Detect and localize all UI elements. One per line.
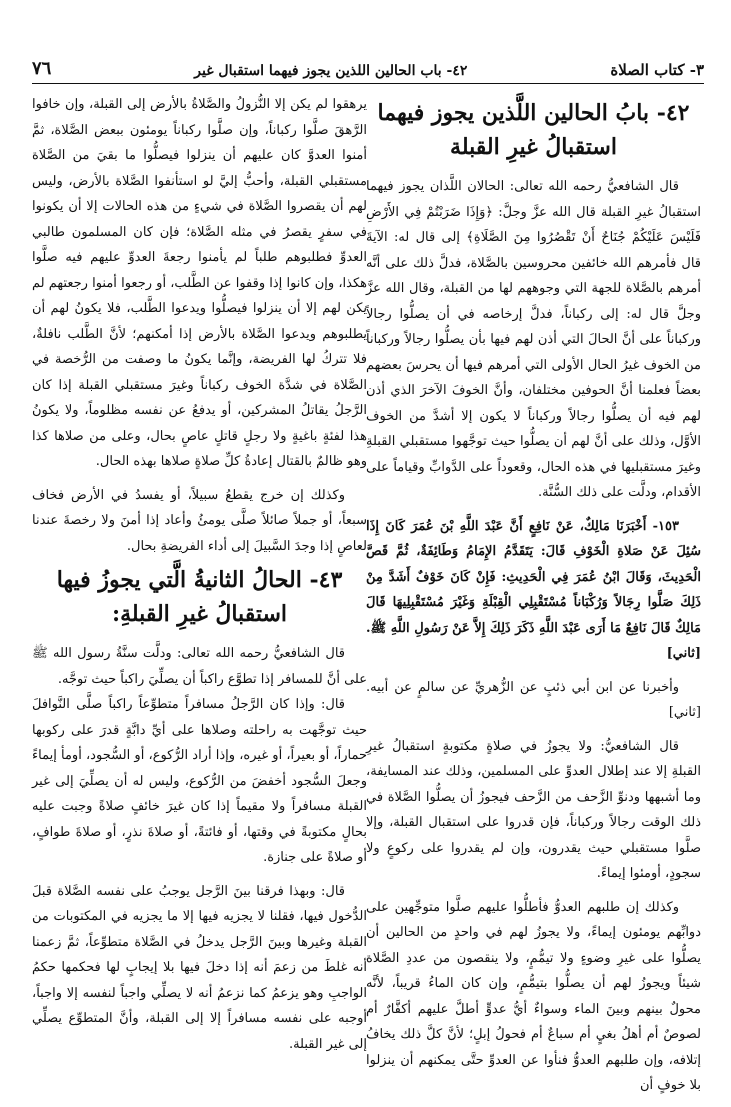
paragraph: قال الشافعيُّ: ولا يجوزُ في صلاةٍ مكتوبةٍ استقبالُ غيرِ القبلةِ إلا عند إطلال العدوِّ على المسلمين، وذلك عند المسايفة، وما أشبهها ودنوِّ الزَّحف من الزَّحف فيجوزُ أن يصلُّوا الصَّلاة في ذلك الوقت رجالاً وركباناً، فإن قدروا على استقبال القبلة، وإلا صلَّوا مستقبلي حيث يقدرون، وإن لم يقدروا على ركوعٍ ولا سجودٍ، أومئوا إيماءً. bbox=[366, 738, 701, 881]
paragraph: يرهقوا لم يكن إلا النُّزولُ والصَّلاةُ بالأرض إلى القبلة، وإن خافوا الرَّهقَ صلَّوا ركباناً، وإن صلَّوا ركباناً يومئون ببعض الصَّلاة، ثمَّ أمنوا العدوَّ كان عليهم أن ينزلوا فيصلُّوا ما بقيَ من الصَّلاة مستقبلي القبلة، وأحبُّ إليَّ لو استأنفوا الصَّلاة بالأرض، وليس لهم أن يقصروا الصَّلاة في شيءٍ من هذه الحالات إلا أن يكونوا في سفرٍ يقصرُ في مثله الصَّلاة؛ فإن كان المسلمون طالبي العدوِّ فطلبوهم طلباً لم يأمنوا رجعةَ العدوِّ عليهم فيه صلَّوا هكذا، وإن كانوا إذا وقفوا عن الطَّلب، أو رجعوا أمنوا رجعتهم لم يكن لهم إلا أن ينزلوا فيصلُّوا ويدعوا الطَّلب، فلا يكونُ لهم أن يطلبوهم ويدعوا الصَّلاة بالأرض إذا أمكنهم؛ لأنَّ الطَّلب نافلةٌ، فلا تتركُ لها الفريضة، وإنَّما يكونُ ما وصفت من الرُّخصة في الصَّلاة في شدَّة الخوف ركباناً وغيرَ مستقبلي القبلة إذا كان الرَّجلُ يقاتلُ المشركين، أو يدفعُ عن نفسه مظلوماً، ولا يكونُ هذا لفئةٍ باغيةٍ ولا رجلٍ قاتلٍ عاصٍ بحال، وعلى من صلاها كذا وهو ظالمٌ بالقتال إعادةُ كلِّ صلاةٍ صلاها بهذه الحال. bbox=[32, 97, 367, 469]
paragraph: وكذلك إن خرج يقطعُ سبيلاً، أو يفسدُ في الأرض فخاف سبعاً، أو جملاً صائلاً صلَّى يومئُ وأعاد إذا أمنَ ولا رخصةَ عندنا لعاصٍ إذا وجدَ السَّبيلَ إلى أداء الفريضةِ بحال. bbox=[32, 487, 367, 554]
paragraph: وأخبرنا عن ابن أبي ذئبٍ عن الزُّهريِّ عن سالمٍ عن أبيه. [ثاني] bbox=[366, 679, 701, 720]
running-title: ٤٢- باب الحالين اللذين يجوز فيهما استقبال غير bbox=[194, 63, 468, 79]
paragraph: قال: وبهذا فرقنا بينَ الرَّجل يوجبُ على نفسه الصَّلاة قبلَ الدُّخول فيها، فقلنا لا يجزيه فيها إلا ما يجزيه في المكتوبات من القبلة وغيرها وبينَ الرَّجل يدخلُ في الصَّلاة متطوِّعاً، ثمَّ زعمنا أنه غلطَ من زعمَ أنه إذا دخلَ فيها بلا إيجابٍ لها فحكمها حكمُ الواجبِ وهو يزعمُ كما نزعمُ أنه لا يصلِّي واجباً لنفسه إلا واجباً، أوجبه على نفسه مسافراً إلا إلى القبلة، وأنَّ المتطوِّع يصلِّي إلى غير القبلة. bbox=[32, 883, 367, 1052]
paragraph: قال الشافعيُّ رحمه الله تعالى: الحالان اللَّذان يجوز فيهما استقبالُ غيرِ القبلة قال الله عزَّ وجلَّ: ﴿وَإِذَا ضَرَبْتُمْ فِي الأَرْضِ فَلَيْسَ عَلَيْكُمْ جُنَاحٌ أَنْ تَقْصُرُوا مِنَ الصَّلَاةِ﴾ إلى قال له: الآيةَ قال فأمرهم الله خائفين محروسين بالصَّلاة، فدلَّ ذلك على أنَّه أمرهم بالصَّلاة للجهة التي وجوههم لها من القبلة، وقال الله عزَّ وجلَّ قال له: إلى ركباناً، فدلَّ إرخاصه في أن يصلُّوا رجالاً وركباناً على أنَّ الحالَ التي أذن لهم فيها بأن يصلُّوا رجالاً وركباناً من الخوف غيرُ الحال الأولى التي أمرهم فيها أن يحرسَ بعضهم بعضاً فعلمنا أنَّ الحوفين مختلفان، وأنَّ الخوفَ الآخرَ الذي أذن لهم فيه أن يصلُّوا رجالاً وركباناً لا يكون إلا أشدَّ من الخوف الأوَّل، وذلك على أنَّ لهم أن يصلُّوا حيث توجَّهوا مستقبلي القبلةِ وغيرَ مستقبليها في هذه الحال، وقعوداً على الدَّوابِّ وقياماً على الأقدام، ودلَّت على ذلك السُّنَّة. bbox=[366, 179, 701, 500]
paragraph: قال: وإذا كان الرَّجلُ مسافراً متطوِّعاً راكباً صلَّى النَّوافلَ حيث توجَّهت به راحلته وصلاها على أيِّ دابَّةٍ قدرَ على ركوبها حماراً، أو بعيراً، أو غيره، وإذا أراد الرُّكوع، أو السُّجود، أومأ إيماءً وجعلَ السُّجود أخفضَ من الرُّكوع، وليس له أن يصلِّيَ إلى غير القبلة مسافراً ولا مقيماً إذا كان غيرَ خائفٍ صلاةً وجبت عليه بحالٍ مكتوبةً في وقتها، أو فائتةً، أو صلاةَ نذرٍ، أو صلاةَ طوافٍ، أو صلاةً على جنازة. bbox=[32, 697, 367, 865]
page-header bbox=[32, 50, 704, 84]
right-column bbox=[366, 92, 701, 1099]
book-title: ٣- كتاب الصلاة bbox=[610, 61, 704, 79]
paragraph: قال الشافعيُّ رحمه الله تعالى: ودلَّت سنَّةُ رسول الله ﷺ على أنَّ للمسافر إذا تطوَّع راكباً أن يصلِّيَ راكباً حيث توجَّه. bbox=[32, 646, 367, 687]
paragraph: وكذلك إن طلبهم العدوُّ فأطلُّوا عليهم صلَّوا متوجِّهين على دوابِّهم يومئون إيماءً، ولا يجوزُ لهم في واحدٍ من الحالين أن يصلُّوا على غيرِ وضوءٍ ولا تيمُّمٍ، ولا ينقصون من عددِ الصَّلاة شيئاً ويجوزُ لهم أن يصلُّوا بتيمُّمٍ، وإن كان الماءُ قريباً، لأنَّه محولٌ بينهم وبينَ الماء وسواءٌ أيُّ عدوٍّ أطلَّ عليهم أكفَّارٌ أم لصوصٌ أم أهلُ بغيٍ أم سباعٌ أم فحولُ إبلٍ؛ لأنَّ كلَّ ذلك يخافُ إتلافه، وإن طلبهم العدوُّ فنأوا عن العدوِّ حتَّى يمكنهم أن ينزلوا بلا خوفٍ أن bbox=[366, 899, 701, 1093]
page-number: ٧٦ bbox=[32, 58, 52, 79]
left-column bbox=[32, 92, 367, 1057]
chapter-43-title: ٤٣- الحالُ الثانيةُ الَّتي يجوزُ فيها استقبالُ غيرِ القبلةِ: bbox=[56, 567, 343, 627]
hadith-153: ١٥٣- أَخْبَرَنَا مَالِكٌ، عَنْ نَافِعٍ أَنَّ عَبْدَ اللَّهِ بْنَ عُمَرَ كَانَ إِذَا سُئِلَ عَنْ صَلاةِ الْخَوْفِ قَالَ: يَتَقَدَّمُ الإِمَامُ وَطَائِفَةٌ، ثُمَّ قَصَّ الْحَدِيثَ، وَقَالَ ابْنُ عُمَرَ فِي الْحَدِيثِ: فَإِنْ كَانَ خَوْفٌ أَشَدَّ مِنْ ذَلِكَ صَلَّوا رِجَالاً وَرُكْبَاناً مُسْتَقْبِلِي الْقِبْلَةِ وَغَيْرَ مُسْتَقْبِلِيهَا قَالَ مَالِكٌ قَالَ نَافِعٌ مَا أَرَى عَبْدَ اللَّهِ ذَكَرَ ذَلِكَ إِلاَّ عَنْ رَسُولِ اللَّهِ ﷺ. [ثاني] bbox=[366, 518, 701, 661]
chapter-42-title: ٤٢- بابُ الحالين اللَّذين يجوز فيهما استقبالُ غيرِ القبلة bbox=[377, 100, 690, 160]
